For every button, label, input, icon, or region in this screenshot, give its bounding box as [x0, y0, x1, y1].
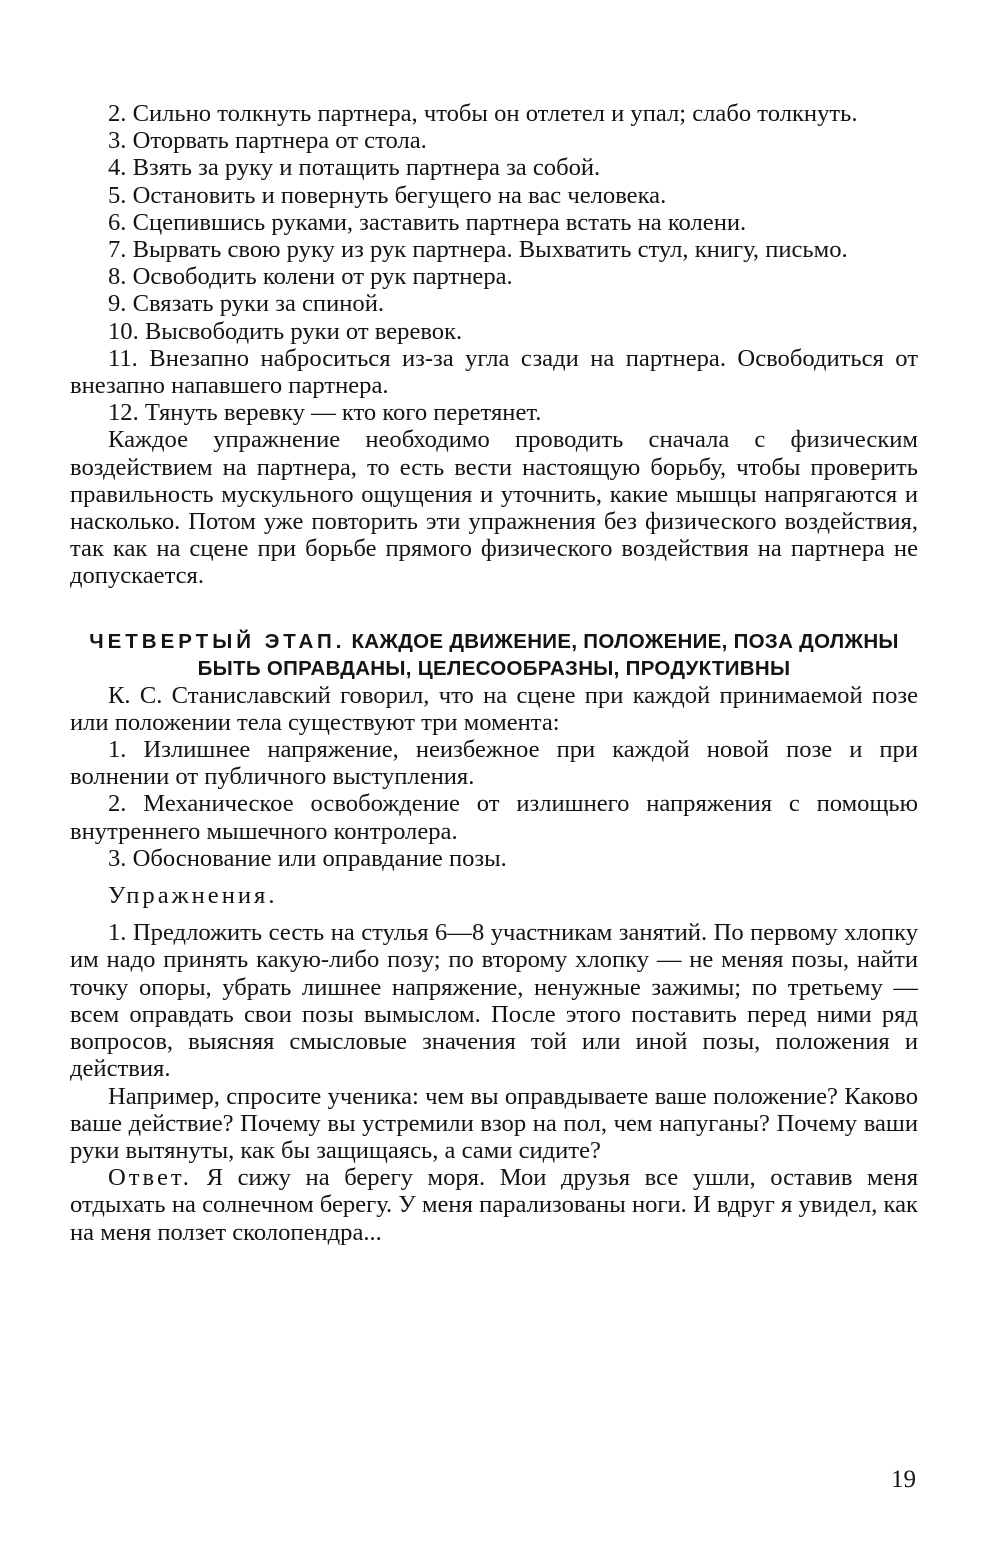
list-item: 7. Вырвать свою руку из рук партнера. Выхватить стул, книгу, письмо. [108, 236, 848, 264]
body-paragraph: К. С. Станиславский говорил, что на сцене при каждой принимаемой позе или положении тела существуют три момента: [70, 681, 918, 736]
exercise-item: 1. Предложить сесть на стулья 6—8 участникам занятий. По первому хлопку им надо принять какую-либо позу; по второму хлопку — не меняя позы, найти точку опоры, убрать лишнее напряжение, ненужные зажимы; по третьему — всем оправдать свои позы вымыслом. После этого поставить перед ними ряд вопросов, выясняя смысловые значения той или иной позы, положения и действия. [70, 919, 918, 1083]
page-body [70, 100, 918, 1246]
list-item: 1. Излишнее напряжение, неизбежное при каждой новой позе и при волнении от публичного выступления. [70, 736, 918, 791]
list-item: 4. Взять за руку и потащить партнера за собой. [108, 154, 601, 182]
list-item: 3. Оторвать партнера от стола. [108, 127, 427, 155]
section-heading-rest: КАЖДОЕ ДВИЖЕНИЕ, ПОЛОЖЕНИЕ, ПОЗА ДОЛЖНЫ БЫТЬ ОПРАВДАНЫ, ЦЕЛЕСООБРАЗНЫ, ПРОДУКТИВНЫ [197, 629, 899, 680]
answer-paragraph [70, 1164, 918, 1246]
list-item: 2. Механическое освобождение от излишнего напряжения с помощью внутреннего мышечного контролера. [70, 790, 918, 845]
list-item: 5. Остановить и повернуть бегущего на вас человека. [108, 181, 667, 209]
list-item: 6. Сцепившись руками, заставить партнера встать на колени. [108, 208, 747, 236]
list-item: 8. Освободить колени от рук партнера. [108, 263, 513, 291]
list-item: 9. Связать руки за спиной. [108, 290, 385, 318]
list-item: 12. Тянуть веревку — кто кого перетянет. [108, 399, 542, 427]
list-item: 10. Высвободить руки от веревок. [108, 317, 463, 345]
list-item: 2. Сильно толкнуть партнера, чтобы он отлетел и упал; слабо толкнуть. [108, 100, 858, 127]
section-heading-lead: ЧЕТВЕРТЫЙ ЭТАП. [89, 629, 346, 653]
answer-text: Я сижу на берегу моря. Мои друзья все ушли, оставив меня отдыхать на солнечном берегу. У меня парализованы ноги. И вдруг я увидел, как на меня ползет сколопендра... [70, 1164, 919, 1246]
answer-label: Ответ. [108, 1164, 192, 1192]
list-item: 3. Обоснование или оправдание позы. [108, 844, 507, 872]
section-heading [70, 628, 918, 682]
page-number: 19 [891, 1466, 916, 1493]
body-paragraph: Каждое упражнение необходимо проводить сначала с физическим воздействием на партнера, то есть вести настоящую борьбу, чтобы проверить правильность мускульного ощущения и уточнить, какие мышцы напрягаются и насколько. Потом уже повторить эти упражнения без физического воздействия, так как на сцене при борьбе прямого физического воздействия на партнера не допускается. [70, 426, 918, 590]
exercises-label: Упражнения. [108, 882, 278, 910]
body-paragraph: Например, спросите ученика: чем вы оправдываете ваше положение? Каково ваше действие? Почему вы устремили взор на пол, чем напуганы? Почему ваши руки вытянуты, как бы защищаясь, а сами сидите? [70, 1082, 918, 1164]
list-item: 11. Внезапно наброситься из-за угла сзади на партнера. Освободиться от внезапно напавшего партнера. [70, 344, 918, 400]
